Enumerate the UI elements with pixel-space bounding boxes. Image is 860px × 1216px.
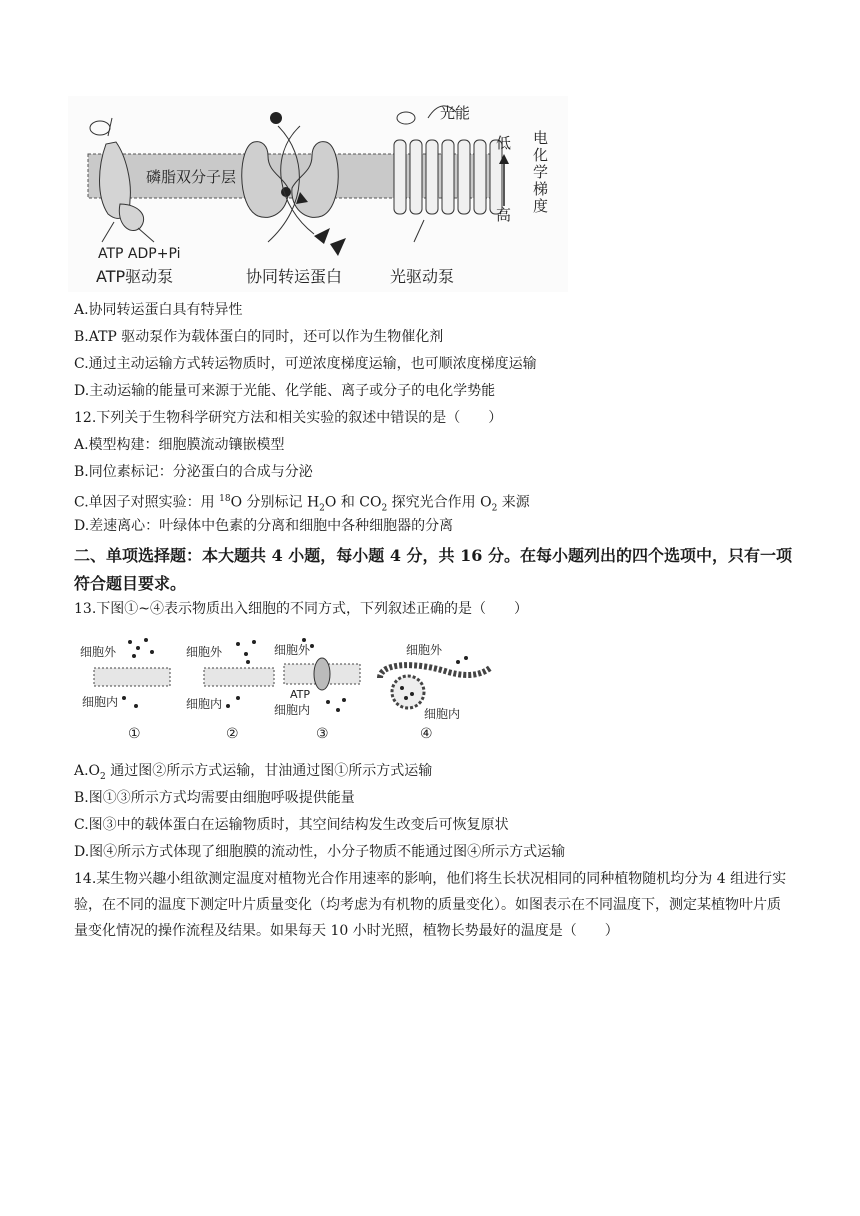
q13-a-post: 通过图②所示方式运输，甘油通过图①所示方式运输 bbox=[105, 763, 433, 779]
q12-c-mid3: 探究光合作用 O bbox=[387, 494, 492, 511]
panel-1-inside: 细胞内 bbox=[82, 695, 119, 709]
panel-4-number: ④ bbox=[420, 726, 433, 742]
q13-option-d: D.图④所示方式体现了细胞膜的流动性，小分子物质不能通过图④所示方式运输 bbox=[74, 844, 566, 860]
gradient-title-label: 电化学梯度 bbox=[531, 130, 549, 215]
panel-3-number: ③ bbox=[316, 726, 329, 742]
panel-1 bbox=[80, 638, 170, 742]
panel-3-inside: 细胞内 bbox=[274, 703, 311, 717]
q12-option-a: A.模型构建：细胞膜流动镶嵌模型 bbox=[74, 437, 285, 453]
q13-a-pre: A.O bbox=[74, 763, 101, 779]
q12-option-c bbox=[74, 490, 530, 517]
q12-c-sub2: 2 bbox=[381, 503, 388, 514]
panel-3 bbox=[274, 638, 360, 742]
light-pump-caption: 光驱动泵 bbox=[390, 267, 455, 286]
panel-2-inside: 细胞内 bbox=[186, 697, 223, 711]
panel-4-inside: 细胞内 bbox=[424, 707, 461, 721]
atp-reaction-label: ATP ADP+Pi bbox=[98, 246, 181, 262]
membrane-label: 磷脂双分子层 bbox=[146, 168, 237, 186]
q12-c-post: 来源 bbox=[497, 494, 530, 511]
panel-3-outside: 细胞外 bbox=[274, 643, 311, 657]
section-heading: 二、单项选择题：本大题共 4 小题，每小题 4 分，共 16 分。在每小题列出的四个选项中，只有一项符合题目要求。 bbox=[74, 546, 792, 593]
q12-c-mid1: O 分别标记 H bbox=[230, 494, 320, 511]
q11-option-d: D.主动运输的能量可来源于光能、化学能、离子或分子的电化学势能 bbox=[74, 383, 496, 399]
atp-pump-caption: ATP驱动泵 bbox=[96, 267, 174, 286]
q12-option-d: D.差速离心：叶绿体中色素的分离和细胞中各种细胞器的分离 bbox=[74, 518, 454, 534]
panel-3-atp: ATP bbox=[290, 688, 311, 701]
q11-option-c: C.通过主动运输方式转运物质时，可逆浓度梯度运输，也可顺浓度梯度运输 bbox=[74, 356, 537, 372]
q12-option-b: B.同位素标记：分泌蛋白的合成与分泌 bbox=[74, 464, 313, 480]
panel-1-outside: 细胞外 bbox=[80, 645, 117, 659]
cotransporter-caption: 协同转运蛋白 bbox=[246, 267, 343, 286]
panel-1-number: ① bbox=[128, 726, 141, 742]
active-transport-figure bbox=[68, 96, 568, 292]
q13-a-sub: 2 bbox=[100, 771, 106, 782]
q12-c-mid2: O 和 CO bbox=[324, 494, 382, 511]
q12-c-sub3: 2 bbox=[491, 503, 498, 514]
q13-option-c: C.图③中的载体蛋白在运输物质时，其空间结构发生改变后可恢复原状 bbox=[74, 817, 509, 833]
q14-text: 14.某生物兴趣小组欲测定温度对植物光合作用速率的影响，他们将生长状况相同的同种植物随机均分为 4 组进行实验，在不同的温度下测定叶片质量变化（均考虑为有机物的质量变化）。如图表示在不同温度下，测定某植物叶片质量变化情况的操作流程及结果。如果每天 10 小时光照，植物长势最好的温度是（ ） bbox=[74, 871, 787, 939]
light-energy-label: 光能 bbox=[440, 104, 471, 122]
panel-4 bbox=[380, 643, 490, 742]
q11-option-b: B.ATP 驱动泵作为载体蛋白的同时，还可以作为生物催化剂 bbox=[74, 329, 444, 345]
panel-4-outside: 细胞外 bbox=[406, 643, 443, 657]
panel-2-number: ② bbox=[226, 726, 239, 742]
q12-c-sup: 18 bbox=[219, 494, 231, 504]
q11-option-a: A.协同转运蛋白具有特异性 bbox=[74, 302, 243, 318]
q13-stem: 13.下图①~④表示物质出入细胞的不同方式，下列叙述正确的是（ ） bbox=[74, 601, 528, 617]
q12-c-sub1: 2 bbox=[319, 503, 325, 514]
q12-c-pre: C.单因子对照实验：用 bbox=[74, 494, 220, 511]
transport-modes-figure bbox=[78, 632, 498, 748]
q13-option-a bbox=[74, 762, 432, 786]
panel-2-outside: 细胞外 bbox=[186, 645, 223, 659]
panel-2 bbox=[186, 640, 274, 742]
q12-stem: 12.下列关于生物科学研究方法和相关实验的叙述中错误的是（ ） bbox=[74, 410, 503, 426]
gradient-low-label: 低 bbox=[496, 134, 512, 152]
q13-option-b: B.图①③所示方式均需要由细胞呼吸提供能量 bbox=[74, 790, 355, 806]
gradient-high-label: 高 bbox=[496, 206, 512, 224]
